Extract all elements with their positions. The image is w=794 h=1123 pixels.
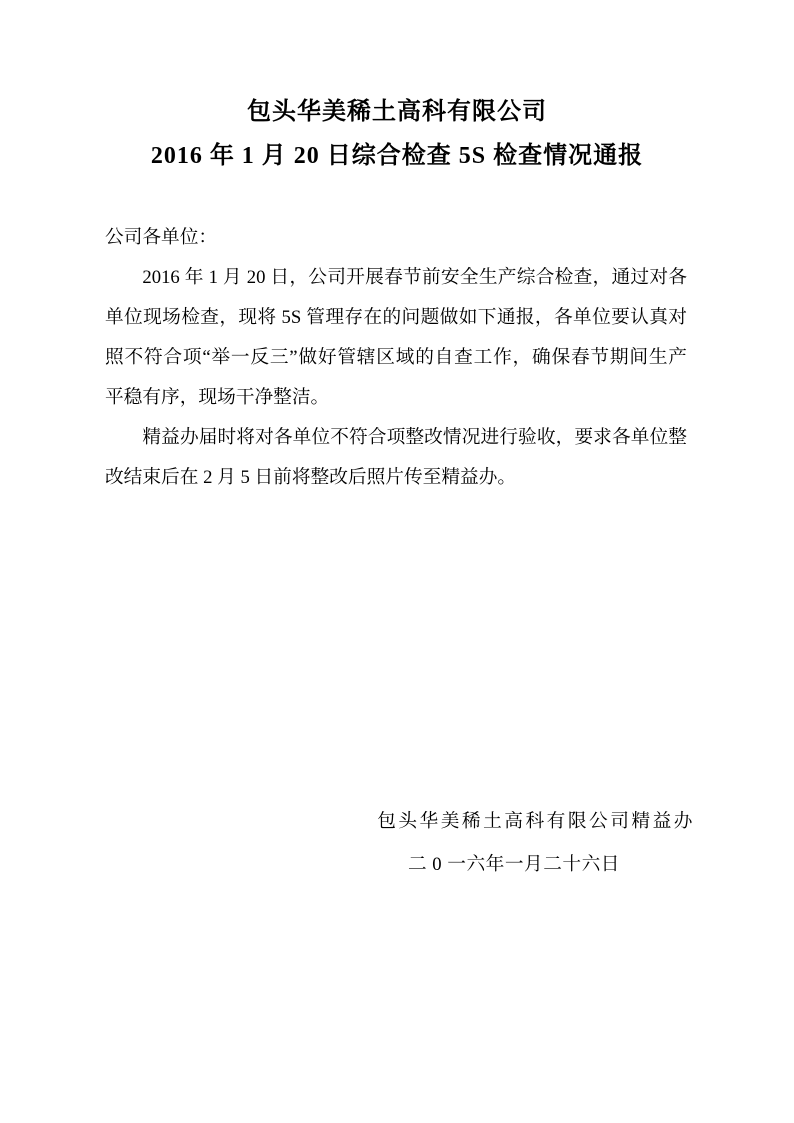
body-line-4: 平稳有序，现场干净整洁。 — [105, 387, 330, 408]
salutation-line: 公司各单位： — [105, 227, 218, 248]
signature-date: 二 0 一六年一月二十六日 — [407, 854, 620, 875]
body-line-1: 2016 年 1 月 20 日，公司开展春节前安全生产综合检查，通过对各 — [142, 267, 687, 288]
body-line-2: 单位现场检查，现将 5S 管理存在的问题做如下通报，各单位要认真对 — [105, 307, 687, 328]
document-title-line-2: 2016 年 1 月 20 日综合检查 5S 检查情况通报 — [150, 143, 644, 169]
body-line-6: 改结束后在 2 月 5 日前将整改后照片传至精益办。 — [105, 467, 517, 488]
signature-organization: 包头华美稀土高科有限公司精益办 — [377, 811, 695, 832]
body-line-5: 精益办届时将对各单位不符合项整改情况进行验收，要求各单位整 — [142, 427, 687, 448]
document-title-line-1: 包头华美稀土高科有限公司 — [247, 99, 547, 125]
body-line-3: 照不符合项“举一反三”做好管辖区域的自查工作，确保春节期间生产 — [105, 347, 687, 368]
document-body — [105, 218, 687, 498]
